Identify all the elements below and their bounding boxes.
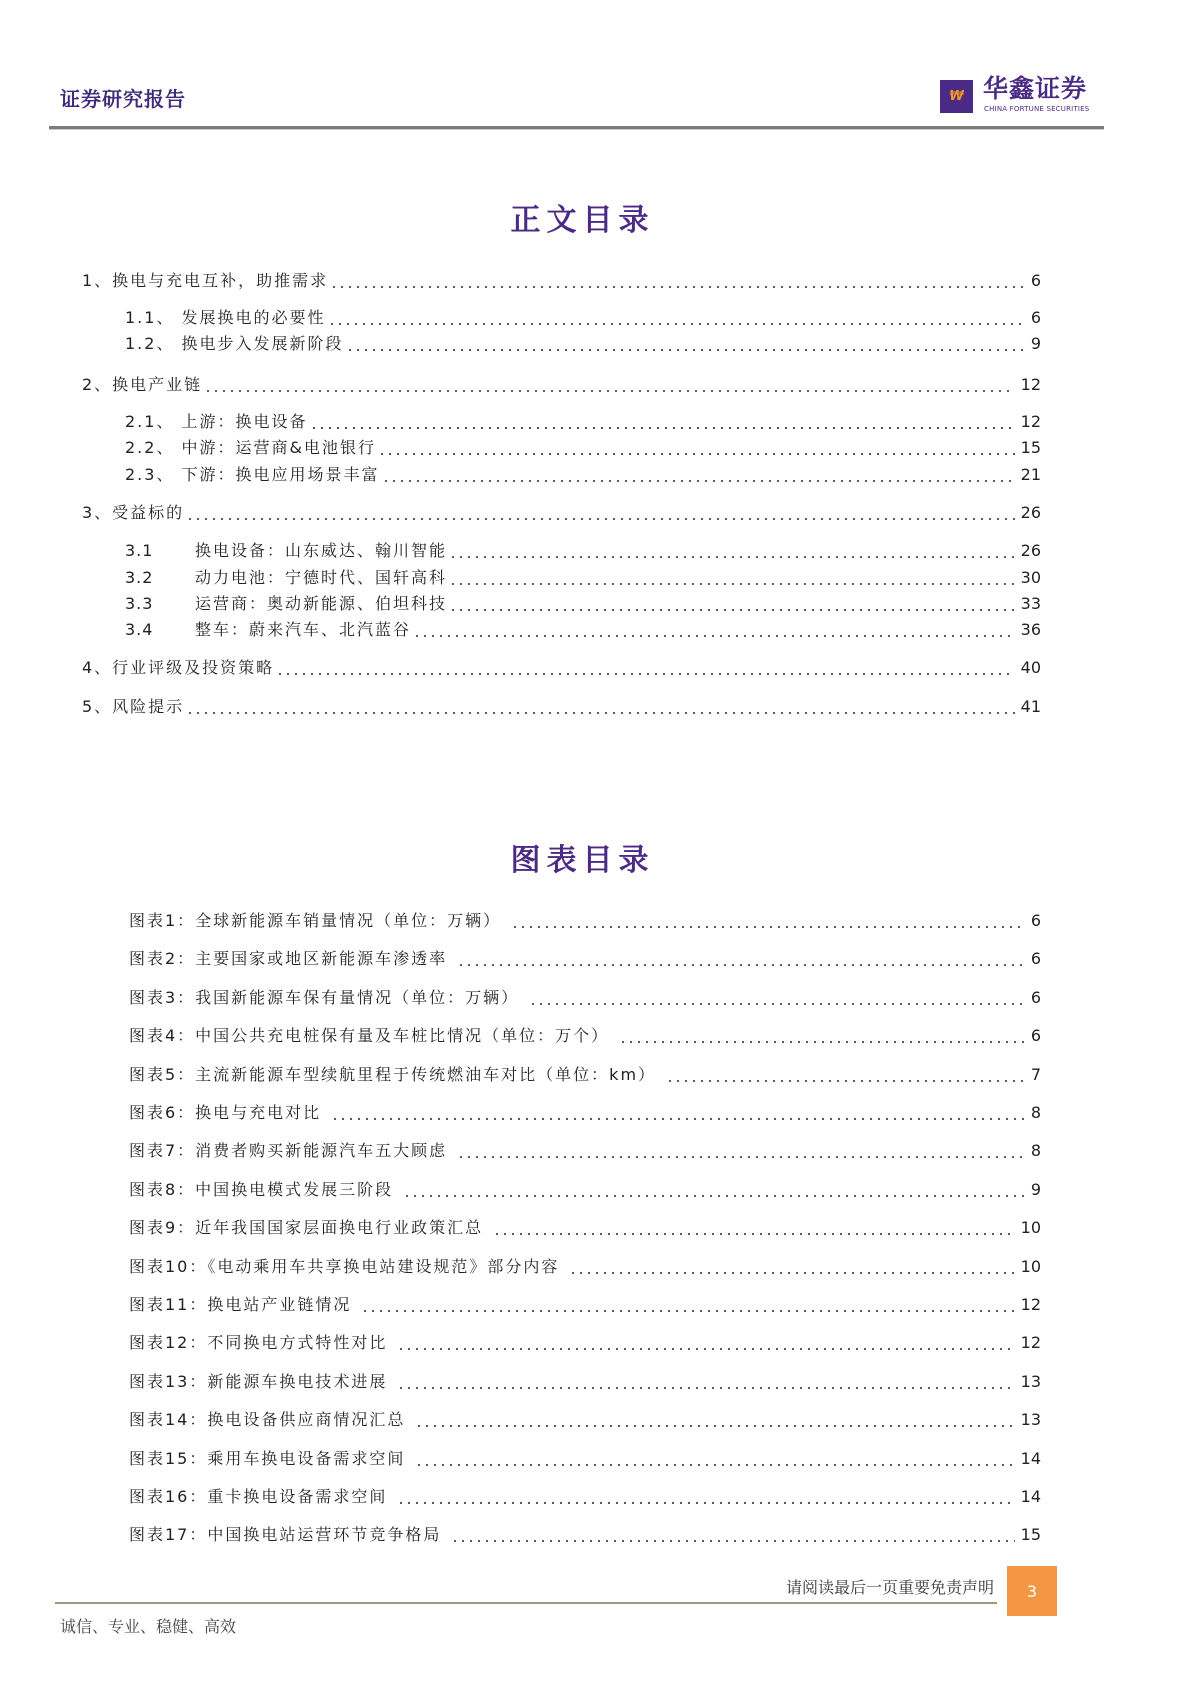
dot-leader	[449, 582, 1015, 586]
figure-entry-label: 图表8：中国换电模式发展三阶段	[129, 1179, 394, 1199]
toc-entry-page: 21	[1020, 465, 1041, 484]
header-divider	[49, 126, 1104, 130]
dot-leader	[186, 517, 1014, 521]
figure-entry-label: 图表16：重卡换电设备需求空间	[129, 1487, 388, 1506]
dot-leader	[382, 479, 1015, 483]
toc-entry-page: 36	[1020, 620, 1041, 639]
dot-leader	[378, 452, 1015, 456]
toc-entry[interactable]	[82, 657, 1041, 679]
toc-entry-number: 3.3	[125, 594, 154, 613]
toc-entry[interactable]	[125, 540, 1041, 562]
dot-leader	[397, 1386, 1014, 1390]
figure-entry[interactable]	[129, 1140, 1041, 1162]
dot-leader	[413, 634, 1015, 638]
toc-entry-page: 6	[1030, 308, 1041, 327]
toc-entry-page: 6	[1030, 271, 1041, 290]
toc-entry[interactable]	[125, 307, 1041, 329]
toc-entry-label: 1.2、 换电步入发展新阶段	[125, 334, 344, 353]
disclaimer-note: 请阅读最后一页重要免责声明	[785, 1578, 994, 1597]
figure-entry-label: 图表13：新能源车换电技术进展	[129, 1371, 388, 1391]
toc-entry-number: 3.1	[125, 541, 154, 560]
figure-entry[interactable]	[129, 1486, 1041, 1508]
toc-entry-page: 33	[1020, 594, 1041, 613]
dot-leader	[449, 608, 1015, 612]
figure-entry-label: 图表15：乘用车换电设备需求空间	[129, 1448, 406, 1468]
figure-entry-label: 图表4：中国公共充电桩保有量及车桩比情况（单位：万个）	[129, 1026, 610, 1046]
figure-entry[interactable]	[129, 948, 1041, 970]
dot-leader	[493, 1232, 1014, 1236]
toc-entry[interactable]	[125, 333, 1041, 355]
figure-entry[interactable]	[129, 910, 1041, 932]
toc-entry-label: 2.2、 中游：运营商&电池银行	[125, 438, 377, 457]
dot-leader	[204, 389, 1014, 393]
figure-entry-label: 图表3：我国新能源车保有量情况（单位：万辆）	[129, 987, 520, 1007]
company-logo-icon: ₩	[940, 80, 973, 113]
dot-leader	[569, 1271, 1014, 1275]
figure-entry-page: 12	[1020, 1333, 1041, 1353]
figure-entry[interactable]	[129, 1179, 1041, 1201]
toc-entry-page: 40	[1020, 658, 1041, 677]
figures-title: 图表目录	[510, 843, 655, 878]
figure-entry[interactable]	[129, 1217, 1041, 1239]
figure-entry-page: 6	[1030, 911, 1041, 930]
toc-entry[interactable]	[125, 411, 1041, 433]
figure-entry-page: 13	[1020, 1371, 1041, 1391]
toc-entry[interactable]	[82, 374, 1041, 396]
figure-entry[interactable]	[129, 1064, 1041, 1086]
toc-entry[interactable]	[125, 437, 1041, 459]
toc-entry-label: 整车：蔚来汽车、北汽蓝谷	[195, 620, 412, 639]
dot-leader	[310, 426, 1015, 430]
figure-entry-page: 13	[1020, 1410, 1041, 1430]
toc-entry[interactable]	[125, 593, 1041, 615]
dot-leader	[457, 963, 1025, 967]
dot-leader	[328, 322, 1025, 326]
figure-entry-page: 14	[1020, 1448, 1041, 1468]
toc-entry-number: 3.4	[125, 620, 154, 639]
toc-entry-label: 2.1、 上游：换电设备	[125, 412, 308, 431]
figure-entry-page: 6	[1030, 949, 1041, 969]
company-motto: 诚信、专业、稳健、高效	[60, 1617, 237, 1636]
company-logo-english: CHINA FORTUNE SECURITIES	[984, 105, 1090, 113]
figure-entry[interactable]	[129, 1256, 1041, 1278]
toc-entry-label: 5、风险提示	[82, 697, 185, 716]
toc-entry[interactable]	[125, 619, 1041, 641]
toc-entry-label: 运营商：奥动新能源、伯坦科技	[195, 594, 448, 613]
figure-entry[interactable]	[129, 1524, 1041, 1546]
toc-entry-label: 1、换电与充电互补，助推需求	[82, 271, 329, 290]
toc-entry-label: 1.1、 发展换电的必要性	[125, 308, 326, 327]
figure-entry-label: 图表7：消费者购买新能源汽车五大顾虑	[129, 1141, 448, 1161]
figure-entry[interactable]	[129, 987, 1041, 1009]
figure-entry-page: 9	[1030, 1179, 1041, 1199]
toc-entry-label: 换电设备：山东威达、翰川智能	[195, 541, 448, 560]
dot-leader	[397, 1347, 1014, 1351]
toc-entry-label: 4、行业评级及投资策略	[82, 658, 275, 677]
toc-entry[interactable]	[125, 464, 1041, 486]
toc-entry-page: 26	[1020, 503, 1041, 522]
toc-entry-label: 2.3、 下游：换电应用场景丰富	[125, 465, 380, 484]
dot-leader	[346, 348, 1025, 352]
figure-entry-label: 图表17：中国换电站运营环节竞争格局	[129, 1525, 442, 1545]
company-logo-name: 华鑫证券	[983, 74, 1088, 103]
dot-leader	[415, 1463, 1014, 1467]
figure-entry-page: 6	[1030, 1026, 1041, 1046]
toc-entry[interactable]	[82, 270, 1041, 292]
toc-entry-label: 动力电池：宁德时代、国轩高科	[195, 568, 448, 587]
figure-entry-label: 图表1：全球新能源车销量情况（单位：万辆）	[129, 911, 502, 930]
dot-leader	[619, 1040, 1025, 1044]
figure-entry-page: 10	[1020, 1256, 1041, 1276]
report-type-label: 证券研究报告	[60, 87, 186, 111]
dot-leader	[529, 1002, 1025, 1006]
figure-entry-page: 7	[1030, 1064, 1041, 1084]
toc-entry[interactable]	[125, 567, 1041, 589]
dot-leader	[330, 285, 1025, 289]
figure-entry-label: 图表6：换电与充电对比	[129, 1103, 322, 1122]
page-number: 3	[1007, 1566, 1057, 1616]
dot-leader	[397, 1501, 1014, 1505]
figure-entry-label: 图表14：换电设备供应商情况汇总	[129, 1410, 406, 1430]
figure-entry-label: 图表2：主要国家或地区新能源车渗透率	[129, 949, 448, 969]
figure-entry-label: 图表5：主流新能源车型续航里程于传统燃油车对比（单位：km）	[129, 1064, 657, 1084]
figure-entry-label: 图表11：换电站产业链情况	[129, 1295, 352, 1314]
footer-divider	[55, 1602, 997, 1604]
figure-entry[interactable]	[129, 1332, 1041, 1354]
dot-leader	[666, 1079, 1025, 1083]
figure-entry-page: 8	[1030, 1141, 1041, 1161]
dot-leader	[511, 925, 1025, 929]
toc-entry-page: 30	[1020, 568, 1041, 587]
dot-leader	[361, 1309, 1014, 1313]
figure-entry[interactable]	[129, 1025, 1041, 1047]
figure-entry-label: 图表12：不同换电方式特性对比	[129, 1333, 388, 1353]
figure-entry[interactable]	[129, 1448, 1041, 1470]
toc-entry-page: 12	[1020, 412, 1041, 431]
dot-leader	[403, 1194, 1025, 1198]
figure-entry-label: 图表10：《电动乘用车共享换电站建设规范》部分内容	[129, 1256, 560, 1276]
dot-leader	[449, 555, 1015, 559]
dot-leader	[415, 1424, 1014, 1428]
figure-entry[interactable]	[129, 1102, 1041, 1124]
toc-entry-label: 3、受益标的	[82, 503, 185, 522]
toc-entry-page: 41	[1020, 697, 1041, 716]
figure-entry-page: 14	[1020, 1487, 1041, 1506]
figure-entry[interactable]	[129, 1294, 1041, 1316]
figure-entry[interactable]	[129, 1409, 1041, 1431]
toc-entry-page: 9	[1030, 334, 1041, 353]
figure-entry-label: 图表9：近年我国国家层面换电行业政策汇总	[129, 1218, 484, 1238]
figure-entry-page: 6	[1030, 987, 1041, 1007]
toc-entry[interactable]	[82, 502, 1041, 524]
toc-entry-page: 12	[1020, 375, 1041, 394]
figure-entry-page: 10	[1020, 1218, 1041, 1238]
toc-entry-page: 26	[1020, 541, 1041, 560]
toc-title: 正文目录	[510, 203, 655, 238]
dot-leader	[457, 1155, 1025, 1159]
toc-entry-number: 3.2	[125, 568, 154, 587]
figure-entry-page: 8	[1030, 1103, 1041, 1122]
figure-entry-page: 15	[1020, 1525, 1041, 1545]
dot-leader	[276, 672, 1014, 676]
toc-entry-page: 15	[1020, 438, 1041, 457]
dot-leader	[331, 1117, 1025, 1121]
toc-entry[interactable]	[82, 696, 1041, 718]
toc-entry-label: 2、换电产业链	[82, 375, 203, 394]
figure-entry[interactable]	[129, 1371, 1041, 1393]
dot-leader	[451, 1539, 1014, 1543]
dot-leader	[186, 711, 1014, 715]
figure-entry-page: 12	[1020, 1295, 1041, 1314]
